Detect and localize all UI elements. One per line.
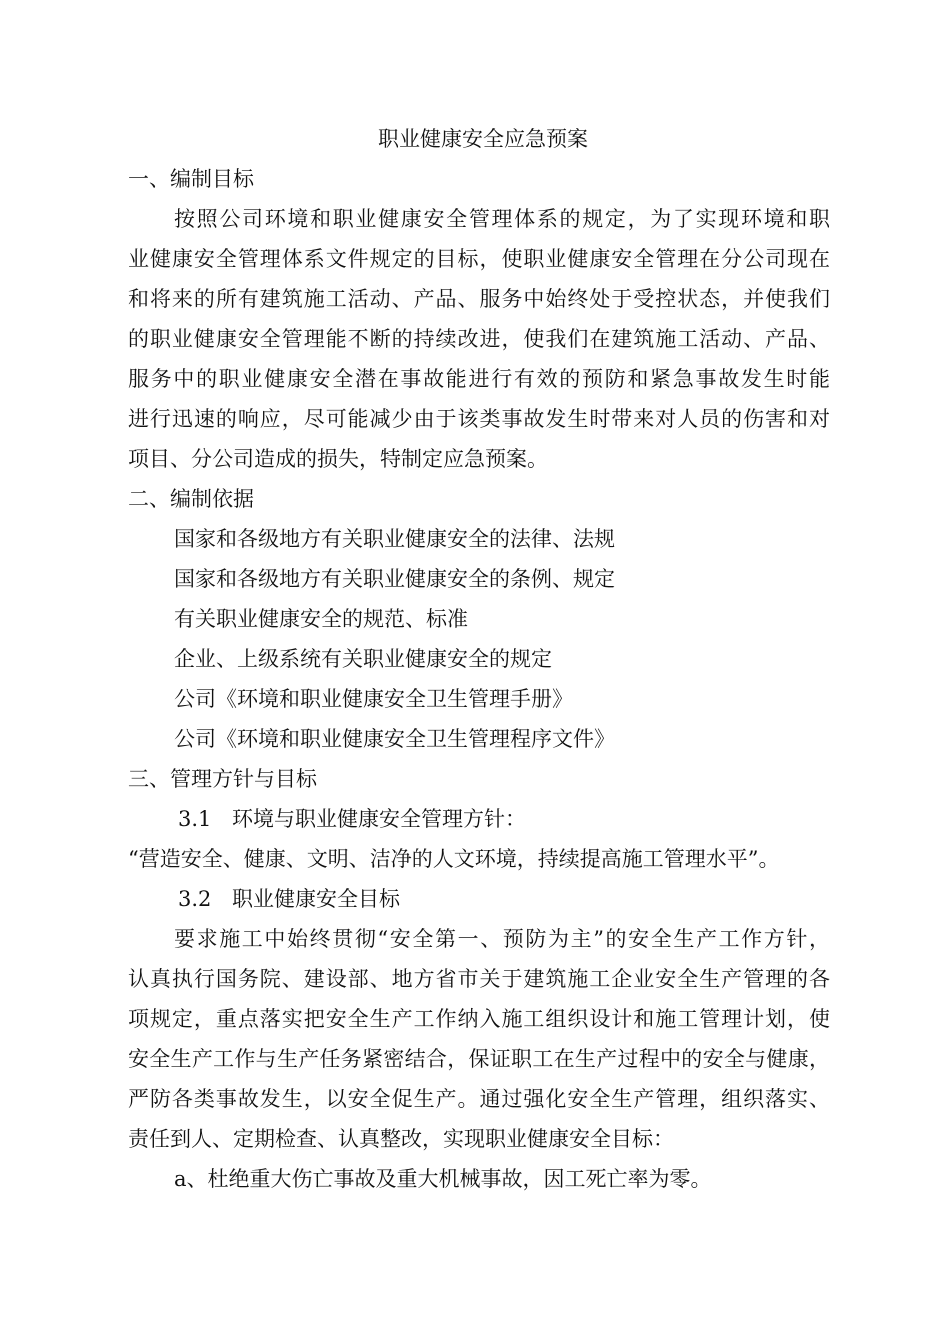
paragraph-line: 按照公司环境和职业健康安全管理体系的规定，为了实现环境和职	[174, 207, 830, 231]
paragraph-line: 要求施工中始终贯彻“安全第一、预防为主”的安全生产工作方针，	[174, 927, 830, 951]
subsection-label: 职业健康安全目标	[232, 887, 400, 911]
subsection-heading-policy	[128, 799, 830, 839]
paragraph-line: 业健康安全管理体系文件规定的目标，使职业健康安全管理在分公司现在	[128, 247, 830, 271]
subsection-number: 3.2	[178, 887, 212, 911]
paragraph-line: 项规定，重点落实把安全生产工作纳入施工组织设计和施工管理计划，使	[128, 1007, 830, 1031]
policy-statement: “营造安全、健康、文明、洁净的人文环境，持续提高施工管理水平”。	[128, 847, 780, 871]
subsection-heading-goals	[128, 879, 830, 919]
objective-paragraph	[128, 199, 830, 479]
paragraph-line: 责任到人、定期检查、认真整改，实现职业健康安全目标：	[128, 1127, 674, 1151]
paragraph-line: 服务中的职业健康安全潜在事故能进行有效的预防和紧急事故发生时能	[128, 367, 830, 391]
paragraph-line: 的职业健康安全管理能不断的持续改进，使我们在建筑施工活动、产品、	[128, 327, 830, 351]
subsection-number: 3.1	[178, 807, 212, 831]
subsection-label: 环境与职业健康安全管理方针：	[232, 807, 526, 831]
paragraph-line: 严防各类事故发生，以安全促生产。通过强化安全生产管理，组织落实、	[128, 1087, 830, 1111]
list-item: 国家和各级地方有关职业健康安全的条例、规定	[174, 567, 615, 591]
list-item: 有关职业健康安全的规范、标准	[174, 607, 468, 631]
paragraph-line: 安全生产工作与生产任务紧密结合，保证职工在生产过程中的安全与健康，	[128, 1047, 830, 1071]
list-item: 国家和各级地方有关职业健康安全的法律、法规	[174, 527, 615, 551]
paragraph-line: 项目、分公司造成的损失，特制定应急预案。	[128, 447, 548, 471]
list-item: 公司《环境和职业健康安全卫生管理手册》	[174, 687, 573, 711]
paragraph-line: 认真执行国务院、建设部、地方省市关于建筑施工企业安全生产管理的各	[128, 967, 830, 991]
document-title: 职业健康安全应急预案	[378, 127, 588, 151]
section-heading-policy: 三、管理方针与目标	[128, 767, 317, 791]
list-item: 企业、上级系统有关职业健康安全的规定	[174, 647, 552, 671]
section-heading-objective: 一、编制目标	[128, 167, 254, 191]
paragraph-line: 进行迅速的响应，尽可能减少由于该类事故发生时带来对人员的伤害和对	[128, 407, 830, 431]
list-item: 公司《环境和职业健康安全卫生管理程序文件》	[174, 727, 615, 751]
goals-paragraph	[128, 919, 830, 1159]
basis-list	[128, 519, 830, 759]
section-heading-basis: 二、编制依据	[128, 487, 254, 511]
paragraph-line: 和将来的所有建筑施工活动、产品、服务中始终处于受控状态，并使我们	[128, 287, 830, 311]
goal-item-a: a、杜绝重大伤亡事故及重大机械事故，因工死亡率为零。	[174, 1167, 712, 1191]
